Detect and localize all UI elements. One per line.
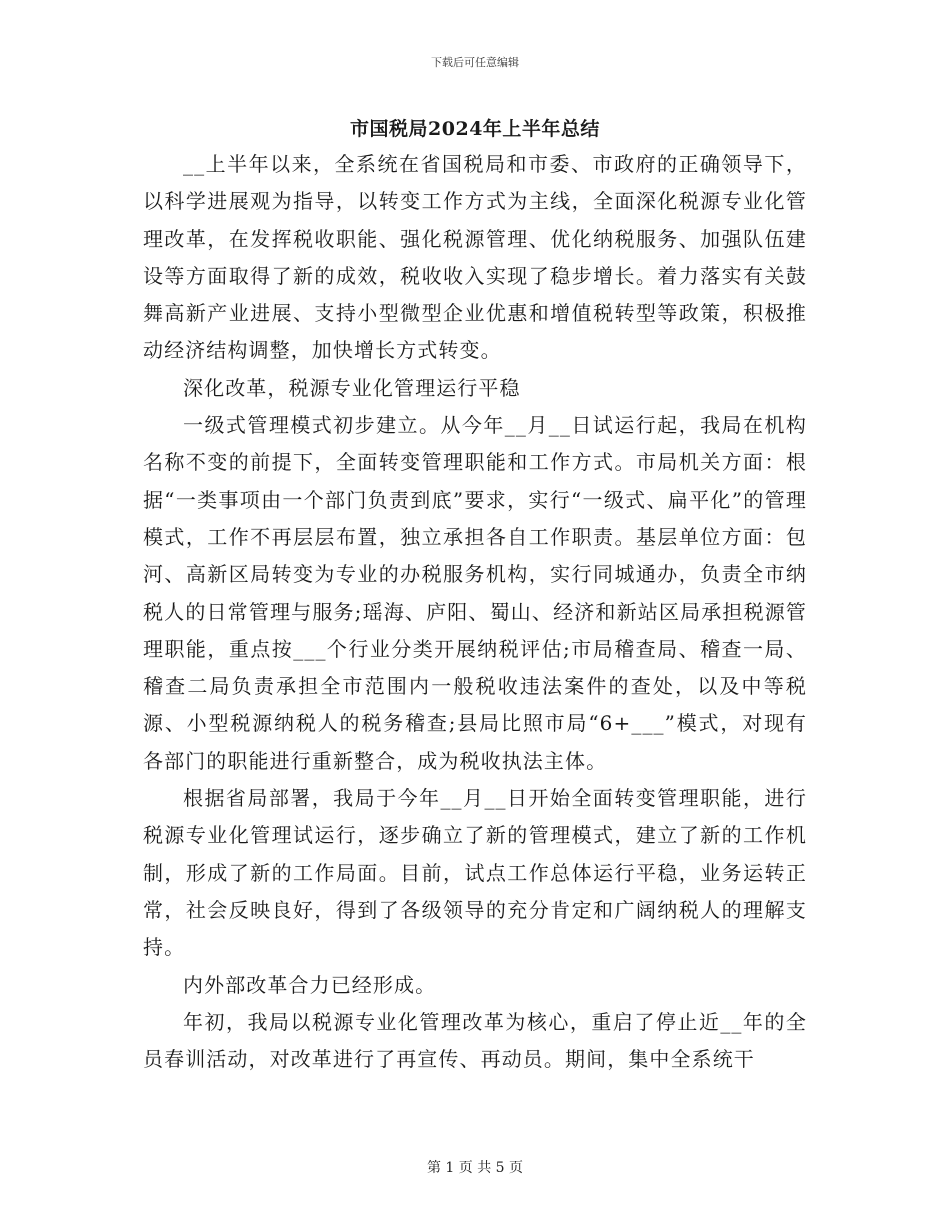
paragraph-deployment: 根据省局部署，我局于今年__月__日开始全面转变管理职能，进行税源专业化管理试运行，逐步确立了新的管理模式，建立了新的工作机制，形成了新的工作局面。目前，试点工作总体运行平稳，业务运转正常，社会反映良好，得到了各级领导的充分肯定和广阔纳税人的理解支持。 xyxy=(143,786,807,960)
paragraph-section-heading: 深化改革，税源专业化管理运行平稳 xyxy=(183,375,521,400)
document-title: 市国税局2024年上半年总结 xyxy=(350,118,600,140)
paragraph-reform-synergy: 内外部改革合力已经形成。 xyxy=(183,972,437,997)
paragraph-spring-training: 年初，我局以税源专业化管理改革为核心，重启了停止近__年的全员春训活动，对改革进行了再宣传、再动员。期间，集中全系统干 xyxy=(143,1009,807,1072)
document-body xyxy=(143,146,807,1078)
paragraph-intro: __上半年以来，全系统在省国税局和市委、市政府的正确领导下，以科学进展观为指导，以转变工作方式为主线，全面深化税源专业化管理改革，在发挥税收职能、强化税源管理、优化纳税服务、加强队伍建设等方面取得了新的成效，税收收入实现了稳步增长。着力落实有关鼓舞高新产业进展、支持小型微型企业优惠和增值税转型等政策，积极推动经济结构调整，加快增长方式转变。 xyxy=(143,152,807,363)
page-number-footer: 第 1 页 共 5 页 xyxy=(426,1160,524,1176)
paragraph-management-mode: 一级式管理模式初步建立。从今年__月__日试运行起，我局在机构名称不变的前提下，全面转变管理职能和工作方式。市局机关方面：根据“一类事项由一个部门负责到底”要求，实行“一级式、扁平化”的管理模式，工作不再层层布置，独立承担各自工作职责。基层单位方面：包河、高新区局转变为专业的办税服务机构，实行同城通办，负责全市纳税人的日常管理与服务;瑶海、庐阳、蜀山、经济和新站区局承担税源管理职能，重点按___个行业分类开展纳税评估;市局稽查局、稽查一局、稽查二局负责承担全市范围内一般税收违法案件的查处，以及中等税源、小型税源纳税人的税务稽查;县局比照市局“6+___”模式，对现有各部门的职能进行重新整合，成为税收执法主体。 xyxy=(143,413,807,773)
page-header-note: 下载后可任意编辑 xyxy=(431,56,519,69)
